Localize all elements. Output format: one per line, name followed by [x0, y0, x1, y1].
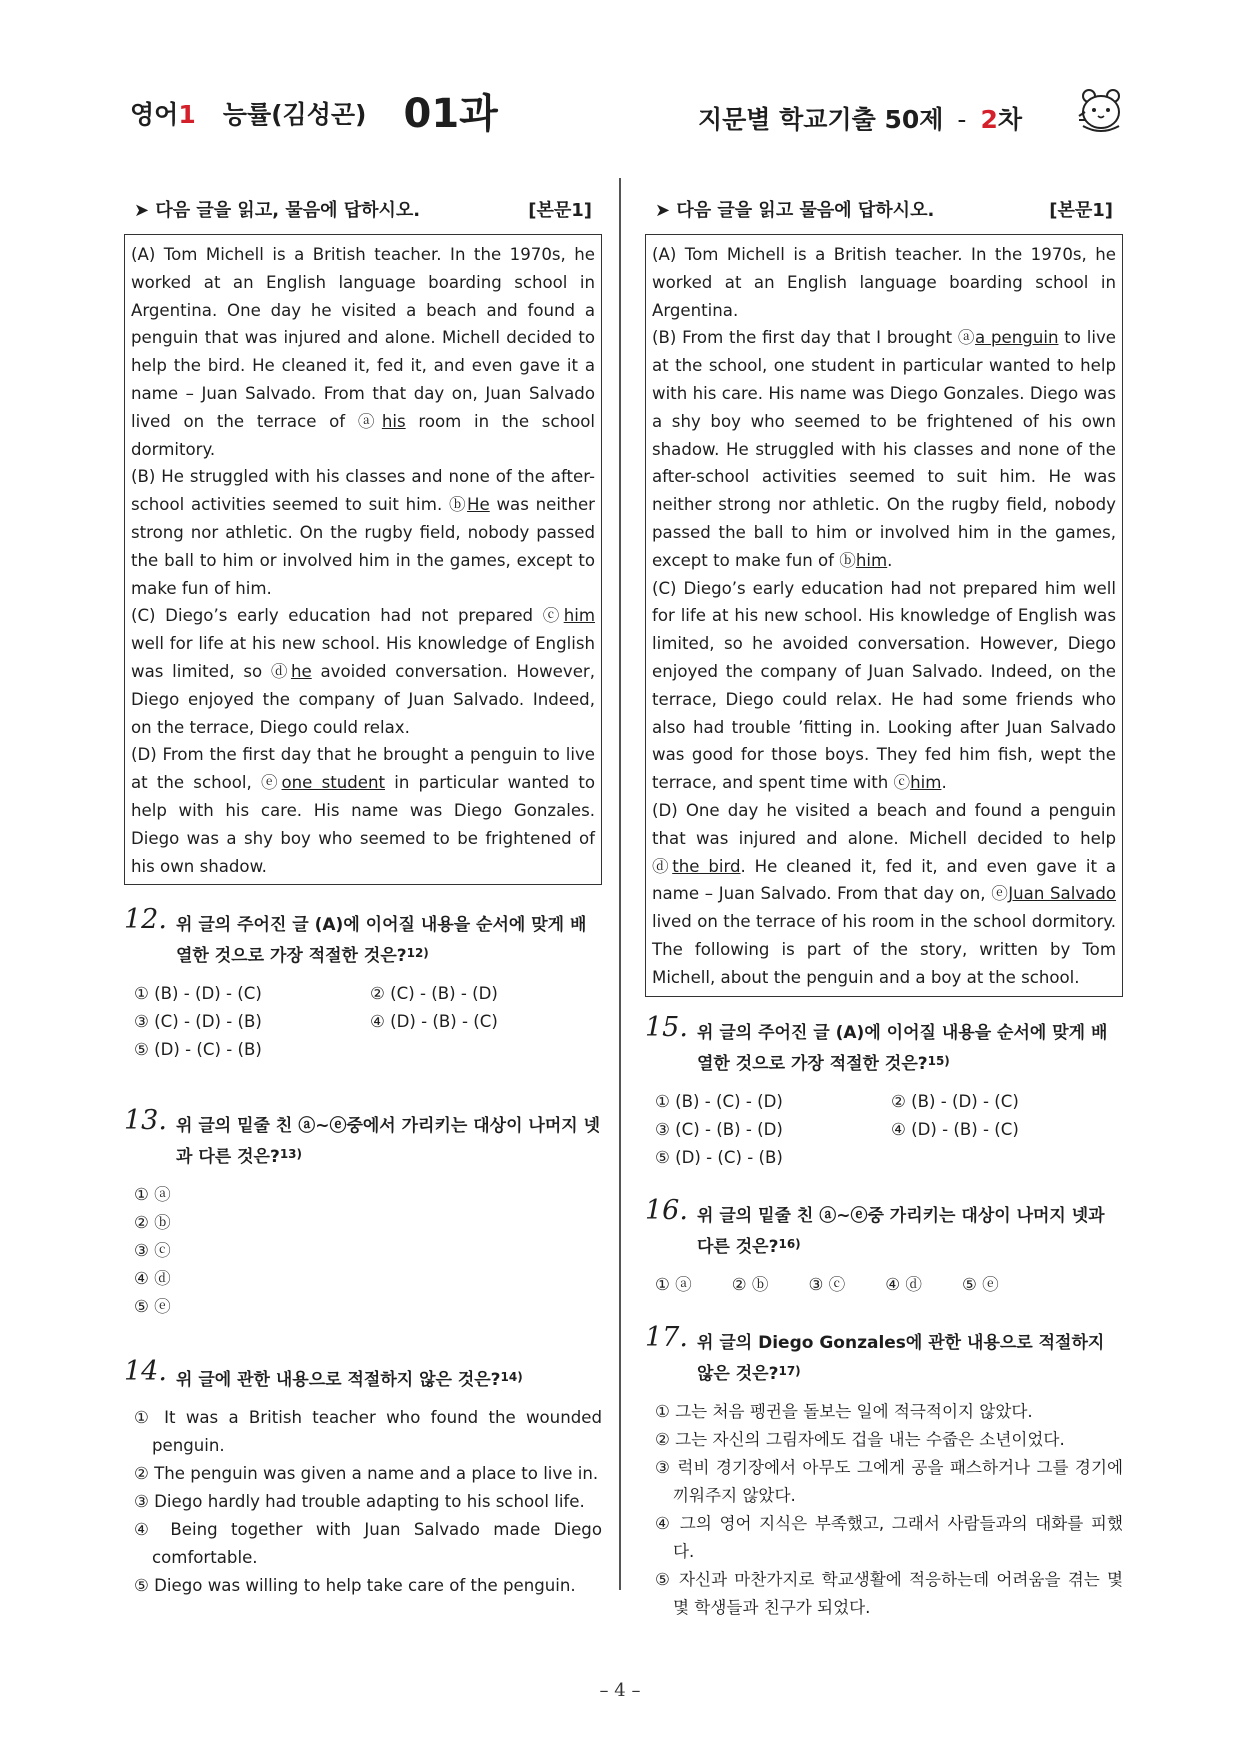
textbook-label: 능률(김성곤) — [222, 100, 367, 129]
choice-4[interactable]: ④ (D) - (B) - (C) — [891, 1119, 1019, 1139]
choice-4[interactable]: ④ ⓓ — [134, 1269, 171, 1289]
choice-5[interactable]: ⑤ 자신과 마찬가지로 학교생활에 적응하는데 어려움을 겪는 몇몇 학생들과 친구가 되었다. — [655, 1569, 1123, 1617]
passage-paragraph: (D) From the first day that he brought a penguin to live at the school, ⓔone student in particular wanted to help with his care. His name was Diego Gonzales. Diego was a shy boy who seemed to be frightened of his own shadow. — [131, 745, 595, 876]
left-instruction: ➤ 다음 글을 읽고, 물음에 답하시오. [본문1] — [124, 196, 602, 226]
page-number: – 4 – — [599, 1680, 641, 1701]
reference-marker: ⓑ — [448, 495, 468, 515]
choice-5[interactable]: ⑤ ⓔ — [134, 1297, 171, 1317]
question-text: 위 글의 주어진 글 (A)에 이어질 내용을 순서에 맞게 배열한 것으로 가장 적절한 것은? — [697, 1022, 1108, 1074]
question-16 — [645, 1194, 1123, 1299]
choice-4[interactable]: ④ (D) - (B) - (C) — [370, 1012, 498, 1032]
question-number: 17 . — [645, 1324, 688, 1352]
underlined-reference: him — [855, 550, 888, 570]
question-text: 위 글에 관한 내용으로 적절하지 않은 것은? — [176, 1370, 501, 1391]
header-separator: - — [957, 105, 967, 134]
answer-choices — [645, 1271, 1123, 1299]
choice-3[interactable]: ③ Diego hardly had trouble adapting to his school life. — [134, 1492, 585, 1512]
reference-marker: ⓓ — [652, 856, 673, 876]
left-passage-box — [124, 234, 602, 885]
underlined-reference: him — [910, 773, 942, 793]
reference-marker: ⓓ — [270, 661, 291, 681]
page-header-left — [130, 82, 498, 142]
passage-paragraph: (B) From the first day that I brought ⓐa penguin to live at the school, one student in particular wanted to help with his care. His name was Diego Gonzales. Diego was a shy boy who seemed to be frightened of his own shadow. He struggled with his classes and none of the after-school activities seemed to suit him. He was neither strong nor athletic. On the rugby field, nobody passed the ball to him or involved him in the games, except to make fun of ⓑhim. — [652, 328, 1116, 570]
reference-marker: ⓐ — [957, 328, 976, 348]
bear-mascot-icon — [1075, 86, 1127, 134]
choice-2[interactable]: ② (B) - (D) - (C) — [891, 1091, 1019, 1111]
question-text: 위 글의 밑줄 친 ⓐ~ⓔ중 가리키는 대상이 나머지 넷과 다른 것은? — [697, 1205, 1105, 1257]
choice-2[interactable]: ② ⓑ — [134, 1213, 171, 1233]
underlined-reference: the bird — [672, 856, 741, 876]
choice-1[interactable]: ① It was a British teacher who found the wounded penguin. — [134, 1408, 602, 1456]
passage-paragraph: (A) Tom Michell is a British teacher. In the 1970s, he worked at an English language boarding school in Argentina. One day he visited a beach and found a penguin that was injured and alone. Michell decided to help the bird. He cleaned it, fed it, and even gave it a name – Juan Salvado. From that day on, Juan Salvado lived on the terrace of ⓐhis room in the school dormitory. — [131, 245, 596, 459]
question-17 — [645, 1321, 1123, 1622]
answer-choices — [124, 1404, 602, 1600]
page-header-right — [698, 100, 1022, 160]
left-column — [124, 196, 602, 1600]
choice-5[interactable]: ⑤ (D) - (C) - (B) — [655, 1147, 783, 1167]
set-title: 지문별 학교기출 50제 — [698, 105, 944, 134]
underlined-reference: he — [290, 661, 312, 681]
question-number: 12 . — [124, 906, 167, 934]
underlined-reference: his — [381, 411, 406, 431]
question-text: 위 글의 주어진 글 (A)에 이어질 내용을 순서에 맞게 배열한 것으로 가장 적절한 것은? — [176, 915, 587, 967]
reference-marker: ⓐ — [357, 411, 382, 431]
question-number: 15 . — [645, 1014, 688, 1042]
question-13 — [124, 1105, 602, 1321]
answer-choices — [124, 980, 602, 1064]
choice-4[interactable]: ④ Being together with Juan Salvado made Diego comfortable. — [134, 1520, 602, 1568]
underlined-reference: one student — [281, 773, 386, 793]
passage-tag: [본문1] — [1049, 200, 1113, 221]
choice-3[interactable]: ③ (C) - (D) - (B) — [134, 1012, 262, 1032]
footnote-ref: 12) — [406, 946, 429, 961]
footnote-ref: 14) — [500, 1370, 523, 1385]
choice-4[interactable]: ④ ⓓ — [885, 1274, 922, 1294]
reference-marker: ⓔ — [991, 884, 1009, 904]
passage-paragraph: (B) He struggled with his classes and none of the after-school activities seemed to suit him. ⓑHe was neither strong nor athletic. On the rugby field, nobody passed the ball to him or involved him in the games, except to make fun of him. — [131, 467, 596, 598]
choice-3[interactable]: ③ 럭비 경기장에서 아무도 그에게 공을 패스하거나 그를 경기에 끼워주지 않았다. — [655, 1457, 1123, 1505]
lesson-title: 01과 — [403, 91, 498, 137]
question-number: 16 . — [645, 1197, 688, 1225]
choice-5[interactable]: ⑤ ⓔ — [962, 1274, 999, 1294]
question-number: 14 . — [124, 1358, 167, 1386]
answer-choices — [645, 1398, 1123, 1622]
choice-2[interactable]: ② ⓑ — [731, 1274, 769, 1294]
footnote-ref: 13) — [279, 1147, 302, 1162]
choice-1[interactable]: ① ⓐ — [134, 1185, 171, 1205]
passage-tag: [본문1] — [528, 200, 592, 221]
right-column — [645, 196, 1123, 1622]
passage-paragraph: (A) Tom Michell is a British teacher. In the 1970s, he worked at an English language boarding school in Argentina. — [652, 245, 1116, 320]
right-instruction: ➤ 다음 글을 읽고 물음에 답하시오. [본문1] — [645, 196, 1123, 226]
reference-marker: ⓒ — [542, 606, 564, 626]
footnote-ref: 16) — [778, 1236, 801, 1251]
footnote-ref: 15) — [927, 1053, 950, 1068]
choice-5[interactable]: ⑤ (D) - (C) - (B) — [134, 1040, 262, 1060]
question-12 — [124, 904, 602, 1064]
reference-marker: ⓔ — [260, 773, 282, 793]
question-text: 위 글의 Diego Gonzales에 관한 내용으로 적절하지 않은 것은? — [697, 1332, 1105, 1384]
footnote-ref: 17) — [778, 1363, 801, 1378]
underlined-reference: him — [563, 606, 595, 626]
answer-choices — [645, 1088, 1123, 1172]
round-number: 2 — [980, 105, 998, 134]
choice-1[interactable]: ① (B) - (D) - (C) — [134, 984, 262, 1004]
underlined-reference: Juan Salvado — [1008, 884, 1117, 904]
choice-2[interactable]: ② 그는 자신의 그림자에도 겁을 내는 수줍은 소년이었다. — [655, 1429, 1065, 1449]
passage-paragraph: (C) Diego’s early education had not prepared him well for life at his new school. His knowledge of English was limited, so he avoided conversation. However, Diego enjoyed the company of Juan Salvado. Indeed, on the terrace, Diego could relax. He had some friends who also had trouble ’fitting in. Looking after Juan Salvado was good for those boys. They fed him fish, wept the terrace, and spent time with ⓒhim. — [652, 578, 1116, 793]
passage-paragraph: (C) Diego’s early education had not prepared ⓒhim well for life at his new school. His knowledge of English was limited, so ⓓhe avoided conversation. However, Diego enjoyed the company of Juan Salvado. Indeed, on the terrace, Diego could relax. — [131, 606, 596, 737]
choice-2[interactable]: ② The penguin was given a name and a place to live in. — [134, 1464, 599, 1484]
passage-paragraph: (D) One day he visited a beach and found a penguin that was injured and alone. Michell decided to help ⓓthe bird. He cleaned it, fed it, and even gave it a name – Juan Salvado. From that day on, ⓔJuan Salvado lived on the terrace of his room in the school dormitory. The following is part of the story, written by Tom Michell, about the penguin and a boy at the school. — [652, 800, 1117, 987]
underlined-reference: a penguin — [975, 328, 1059, 348]
reference-marker: ⓑ — [839, 550, 856, 570]
question-15 — [645, 1011, 1123, 1172]
choice-1[interactable]: ① ⓐ — [655, 1274, 692, 1294]
choice-3[interactable]: ③ (C) - (B) - (D) — [655, 1119, 783, 1139]
reference-marker: ⓒ — [893, 773, 911, 793]
round-suffix: 차 — [997, 105, 1022, 134]
column-divider — [619, 178, 621, 1590]
question-text: 위 글의 밑줄 친 ⓐ~ⓔ중에서 가리키는 대상이 나머지 넷과 다른 것은? — [176, 1116, 601, 1168]
choice-3[interactable]: ③ ⓒ — [134, 1241, 171, 1261]
answer-choices — [124, 1181, 602, 1321]
question-number: 13 . — [124, 1107, 167, 1135]
choice-5[interactable]: ⑤ Diego was willing to help take care of the penguin. — [134, 1576, 576, 1596]
right-passage-box — [645, 234, 1123, 997]
question-14 — [124, 1356, 602, 1600]
underlined-reference: He — [467, 495, 490, 515]
choice-3[interactable]: ③ ⓒ — [808, 1274, 846, 1294]
choice-4[interactable]: ④ 그의 영어 지식은 부족했고, 그래서 사람들과의 대화를 피했다. — [655, 1513, 1123, 1561]
choice-2[interactable]: ② (C) - (B) - (D) — [370, 984, 498, 1004]
subject-label: 영어1 — [130, 100, 196, 129]
choice-1[interactable]: ① (B) - (C) - (D) — [655, 1091, 783, 1111]
choice-1[interactable]: ① 그는 처음 펭귄을 돌보는 일에 적극적이지 않았다. — [655, 1401, 1033, 1421]
